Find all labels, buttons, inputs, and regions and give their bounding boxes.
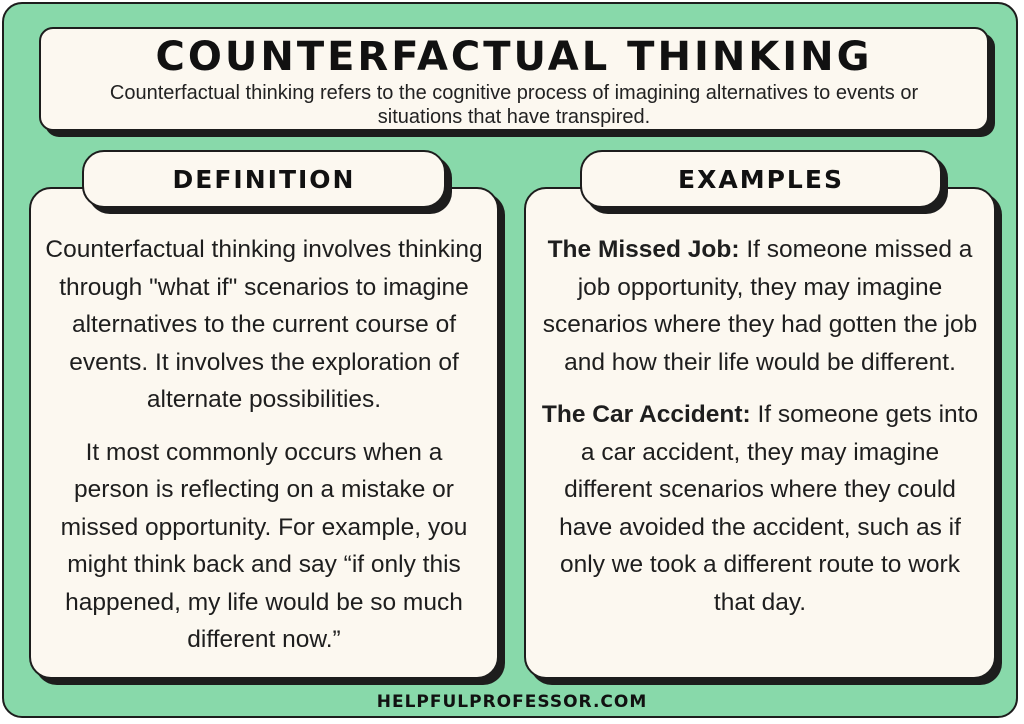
definition-body bbox=[45, 231, 483, 659]
example-item bbox=[540, 396, 980, 621]
examples-body bbox=[540, 231, 980, 621]
definition-paragraph: Counterfactual thinking involves thinking through "what if" scenarios to imagine alternatives to the current course of events. It involves the exploration of alternate possibilities. bbox=[45, 236, 483, 413]
footer-site-label: HELPFULPROFESSOR.COM bbox=[376, 692, 648, 712]
page-subtitle: Counterfactual thinking refers to the cognitive process of imagining alternatives to events or situations that have transpired. bbox=[109, 82, 919, 128]
examples-heading: EXAMPLES bbox=[678, 164, 844, 194]
definition-heading: DEFINITION bbox=[172, 164, 356, 194]
example-text: If someone missed a job opportunity, they may imagine scenarios where they had gotten the job and how their life would be different. bbox=[542, 236, 978, 376]
example-item bbox=[540, 231, 980, 381]
examples-heading-pill bbox=[580, 150, 942, 208]
examples-panel bbox=[524, 187, 996, 679]
example-title: The Missed Job: bbox=[547, 236, 740, 263]
example-title: The Car Accident: bbox=[541, 401, 751, 428]
infographic-background bbox=[2, 2, 1018, 718]
definition-panel bbox=[29, 187, 499, 679]
page-title: COUNTERFACTUAL THINKING bbox=[155, 34, 873, 80]
header-card bbox=[39, 27, 989, 131]
definition-paragraph: It most commonly occurs when a person is reflecting on a mistake or missed opportunity. For example, you might think back and say “if only this happened, my life would be so much different now.” bbox=[60, 438, 468, 653]
example-text: If someone gets into a car accident, they may imagine different scenarios where they could have avoided the accident, such as if only we took a different route to work that day. bbox=[559, 401, 979, 616]
definition-heading-pill bbox=[82, 150, 446, 208]
